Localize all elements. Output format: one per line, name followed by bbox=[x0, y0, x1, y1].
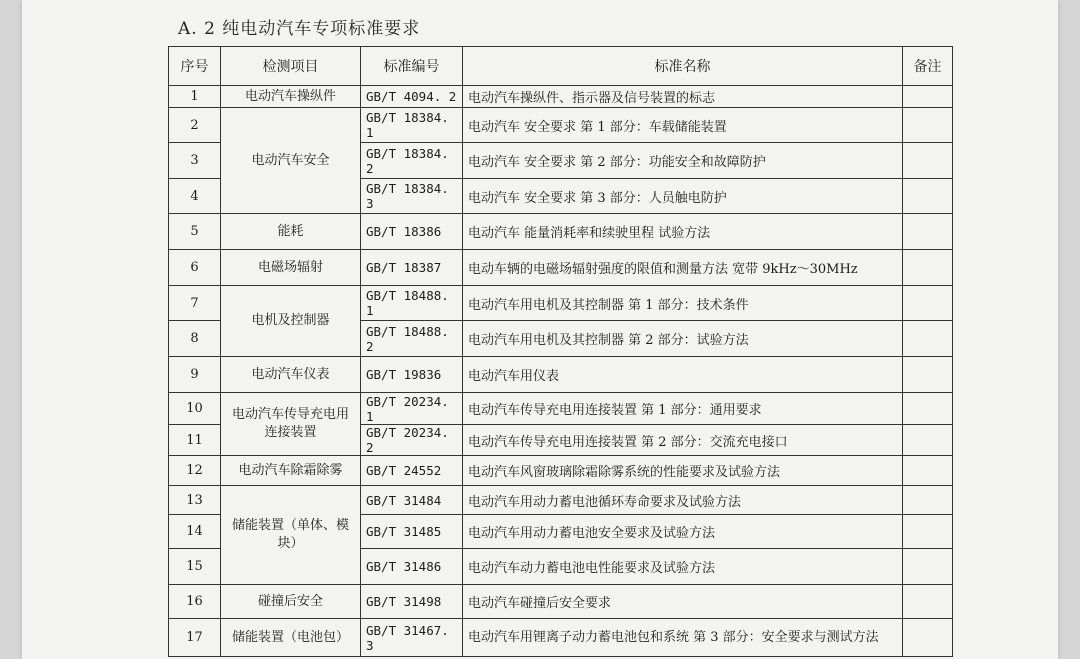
row-seq: 14 bbox=[169, 515, 221, 549]
row-code: GB/T 31467. 3 bbox=[361, 619, 463, 657]
row-name: 电动汽车用电机及其控制器 第 2 部分：试验方法 bbox=[463, 321, 903, 357]
table-row bbox=[169, 486, 953, 515]
row-code: GB/T 20234. 1 bbox=[361, 393, 463, 425]
row-name: 电动汽车风窗玻璃除霜除雾系统的性能要求及试验方法 bbox=[463, 456, 903, 486]
document-page bbox=[22, 0, 1058, 659]
row-item: 储能装置（电池包） bbox=[221, 619, 361, 657]
row-name: 电动汽车用锂离子动力蓄电池包和系统 第 3 部分：安全要求与测试方法 bbox=[463, 619, 903, 657]
row-seq: 17 bbox=[169, 619, 221, 657]
row-seq: 8 bbox=[169, 321, 221, 357]
row-note bbox=[903, 250, 953, 286]
table-header-row bbox=[169, 47, 953, 86]
table-row bbox=[169, 357, 953, 393]
row-name: 电动汽车用动力蓄电池安全要求及试验方法 bbox=[463, 515, 903, 549]
row-note bbox=[903, 286, 953, 321]
row-item: 能耗 bbox=[221, 214, 361, 250]
row-name: 电动汽车用动力蓄电池循环寿命要求及试验方法 bbox=[463, 486, 903, 515]
row-name: 电动汽车 安全要求 第 1 部分：车载储能装置 bbox=[463, 108, 903, 143]
row-note bbox=[903, 214, 953, 250]
row-note bbox=[903, 515, 953, 549]
table-row bbox=[169, 393, 953, 425]
row-code: GB/T 31498 bbox=[361, 585, 463, 619]
section-heading: A. 2 纯电动汽车专项标准要求 bbox=[178, 19, 421, 39]
row-name: 电动汽车操纵件、指示器及信号装置的标志 bbox=[463, 86, 903, 108]
row-code: GB/T 31486 bbox=[361, 549, 463, 585]
row-item: 电磁场辐射 bbox=[221, 250, 361, 286]
row-seq: 2 bbox=[169, 108, 221, 143]
header-seq: 序号 bbox=[169, 47, 221, 86]
row-code: GB/T 18387 bbox=[361, 250, 463, 286]
table-row bbox=[169, 86, 953, 108]
table-row bbox=[169, 585, 953, 619]
row-item: 电动汽车仪表 bbox=[221, 357, 361, 393]
row-item: 电动汽车操纵件 bbox=[221, 86, 361, 108]
standards-table bbox=[168, 46, 953, 657]
table-row bbox=[169, 286, 953, 321]
row-note bbox=[903, 321, 953, 357]
table-row bbox=[169, 214, 953, 250]
row-note bbox=[903, 108, 953, 143]
row-name: 电动汽车碰撞后安全要求 bbox=[463, 585, 903, 619]
row-code: GB/T 20234. 2 bbox=[361, 425, 463, 456]
row-seq: 6 bbox=[169, 250, 221, 286]
row-note bbox=[903, 486, 953, 515]
row-seq: 1 bbox=[169, 86, 221, 108]
row-seq: 5 bbox=[169, 214, 221, 250]
row-code: GB/T 18384. 1 bbox=[361, 108, 463, 143]
row-code: GB/T 18386 bbox=[361, 214, 463, 250]
row-name: 电动汽车 安全要求 第 3 部分：人员触电防护 bbox=[463, 179, 903, 214]
row-seq: 7 bbox=[169, 286, 221, 321]
row-name: 电动汽车用仪表 bbox=[463, 357, 903, 393]
row-note bbox=[903, 143, 953, 179]
table-row bbox=[169, 108, 953, 143]
row-seq: 12 bbox=[169, 456, 221, 486]
table-row bbox=[169, 250, 953, 286]
row-seq: 15 bbox=[169, 549, 221, 585]
row-code: GB/T 31484 bbox=[361, 486, 463, 515]
row-item: 电动汽车传导充电用连接装置 bbox=[221, 393, 361, 456]
row-seq: 16 bbox=[169, 585, 221, 619]
table-row bbox=[169, 456, 953, 486]
row-code: GB/T 19836 bbox=[361, 357, 463, 393]
row-note bbox=[903, 425, 953, 456]
row-name: 电动汽车动力蓄电池电性能要求及试验方法 bbox=[463, 549, 903, 585]
row-code: GB/T 4094. 2 bbox=[361, 86, 463, 108]
row-note bbox=[903, 357, 953, 393]
row-seq: 13 bbox=[169, 486, 221, 515]
header-name: 标准名称 bbox=[463, 47, 903, 86]
row-seq: 3 bbox=[169, 143, 221, 179]
row-name: 电动汽车传导充电用连接装置 第 2 部分：交流充电接口 bbox=[463, 425, 903, 456]
row-name: 电动汽车 能量消耗率和续驶里程 试验方法 bbox=[463, 214, 903, 250]
row-code: GB/T 18488. 1 bbox=[361, 286, 463, 321]
row-seq: 10 bbox=[169, 393, 221, 425]
table-row bbox=[169, 619, 953, 657]
row-note bbox=[903, 179, 953, 214]
header-note: 备注 bbox=[903, 47, 953, 86]
row-note bbox=[903, 86, 953, 108]
row-note bbox=[903, 456, 953, 486]
row-item: 储能装置（单体、模块） bbox=[221, 486, 361, 585]
row-name: 电动汽车传导充电用连接装置 第 1 部分：通用要求 bbox=[463, 393, 903, 425]
row-seq: 11 bbox=[169, 425, 221, 456]
row-note bbox=[903, 585, 953, 619]
row-name: 电动汽车 安全要求 第 2 部分：功能安全和故障防护 bbox=[463, 143, 903, 179]
row-item: 电动汽车安全 bbox=[221, 108, 361, 214]
row-item: 碰撞后安全 bbox=[221, 585, 361, 619]
header-item: 检测项目 bbox=[221, 47, 361, 86]
row-code: GB/T 18488. 2 bbox=[361, 321, 463, 357]
row-code: GB/T 24552 bbox=[361, 456, 463, 486]
row-name: 电动车辆的电磁场辐射强度的限值和测量方法 宽带 9kHz～30MHz bbox=[463, 250, 903, 286]
row-item: 电动汽车除霜除雾 bbox=[221, 456, 361, 486]
row-note bbox=[903, 393, 953, 425]
row-seq: 9 bbox=[169, 357, 221, 393]
row-code: GB/T 18384. 2 bbox=[361, 143, 463, 179]
row-item: 电机及控制器 bbox=[221, 286, 361, 357]
row-note bbox=[903, 549, 953, 585]
row-code: GB/T 18384. 3 bbox=[361, 179, 463, 214]
row-seq: 4 bbox=[169, 179, 221, 214]
row-code: GB/T 31485 bbox=[361, 515, 463, 549]
row-note bbox=[903, 619, 953, 657]
header-code: 标准编号 bbox=[361, 47, 463, 86]
row-name: 电动汽车用电机及其控制器 第 1 部分：技术条件 bbox=[463, 286, 903, 321]
